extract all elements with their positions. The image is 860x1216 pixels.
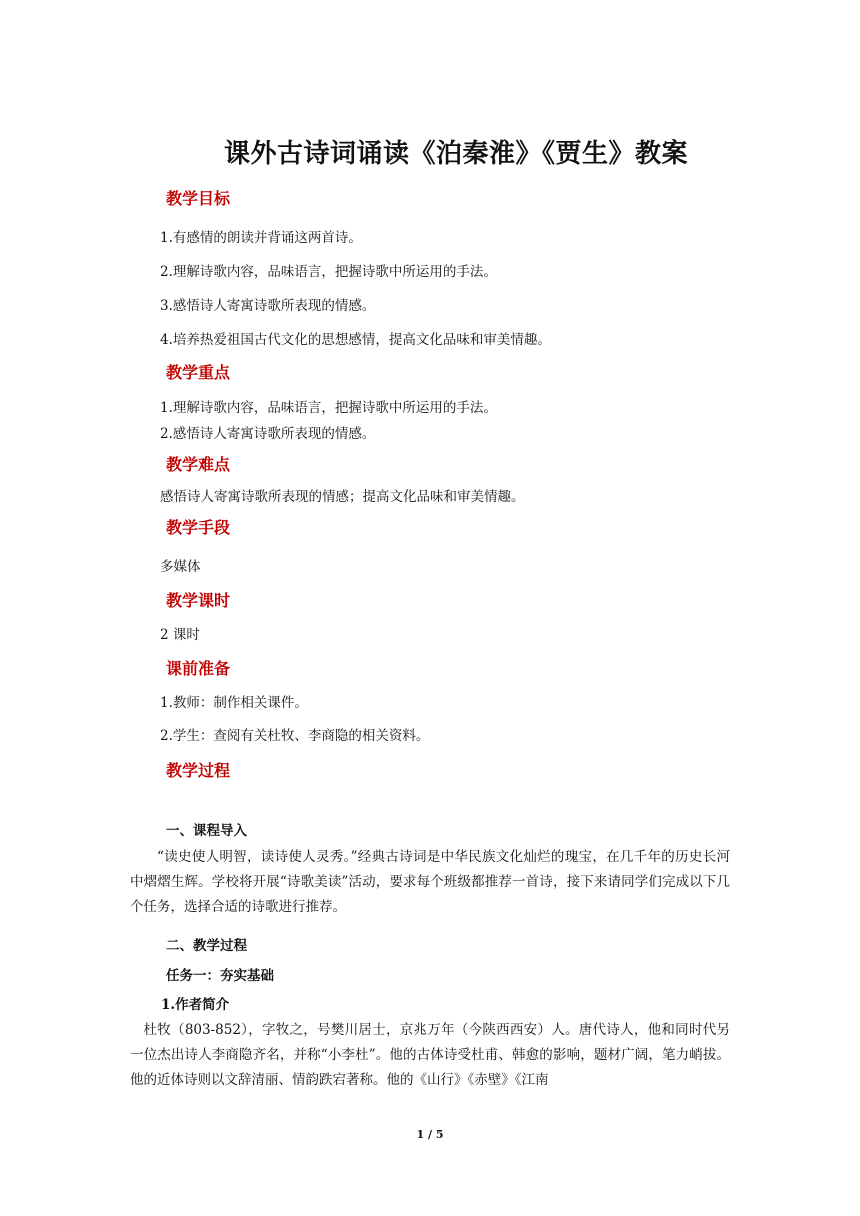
hours-text: 2 课时 <box>160 627 200 643</box>
key-point-item: 1.理解诗歌内容，品味语言，把握诗歌中所运用的手法。 <box>160 400 497 416</box>
key-points-heading: 教学重点 <box>166 363 231 382</box>
process-subheading: 二、教学过程 <box>166 938 247 954</box>
preparation-heading: 课前准备 <box>166 659 231 678</box>
page-number: 1 / 5 <box>416 1128 444 1141</box>
preparation-item: 2.学生：查阅有关杜牧、李商隐的相关资料。 <box>160 728 430 744</box>
process-heading: 教学过程 <box>166 761 231 780</box>
hours-heading: 教学课时 <box>166 591 231 610</box>
task1-heading: 任务一：夯实基础 <box>166 968 274 984</box>
objective-item: 1.有感情的朗读并背诵这两首诗。 <box>160 230 362 246</box>
preparation-item: 1.教师：制作相关课件。 <box>160 695 308 711</box>
difficulties-heading: 教学难点 <box>166 455 231 474</box>
means-heading: 教学手段 <box>166 518 231 537</box>
intro-heading: 一、课程导入 <box>166 823 247 839</box>
objective-item: 3.感悟诗人寄寓诗歌所表现的情感。 <box>160 298 376 314</box>
means-text: 多媒体 <box>160 559 201 575</box>
objective-item: 4.培养热爱祖国古代文化的思想感情，提高文化品味和审美情趣。 <box>160 332 551 348</box>
key-point-item: 2.感悟诗人寄寓诗歌所表现的情感。 <box>160 426 376 442</box>
author-heading: 1.作者简介 <box>161 997 230 1013</box>
intro-paragraph: “读史使人明智，读诗使人灵秀。”经典古诗词是中华民族文化灿烂的瑰宝，在几千年的历史长河中熠熠生辉。学校将开展“诗歌美读”活动，要求每个班级都推荐一首诗，接下来请同学们完成以下几个任务，选择合适的诗歌进行推荐。 <box>130 849 730 915</box>
document-title: 课外古诗词诵读《泊秦淮》《贾生》教案 <box>223 139 688 169</box>
author-paragraph: 杜牧（803-852），字牧之，号樊川居士，京兆万年（今陕西西安）人。唐代诗人，他和同时代另一位杰出诗人李商隐齐名，并称“小李杜”。他的古体诗受杜甫、韩愈的影响，题材广阔，笔力峭拔。他的近体诗则以文辞清丽、情韵跌宕著称。他的《山行》《赤壁》《江南 <box>130 1022 730 1088</box>
difficulties-text: 感悟诗人寄寓诗歌所表现的情感；提高文化品味和审美情趣。 <box>160 489 525 505</box>
objectives-heading: 教学目标 <box>166 189 231 208</box>
objective-item: 2.理解诗歌内容，品味语言，把握诗歌中所运用的手法。 <box>160 264 497 280</box>
